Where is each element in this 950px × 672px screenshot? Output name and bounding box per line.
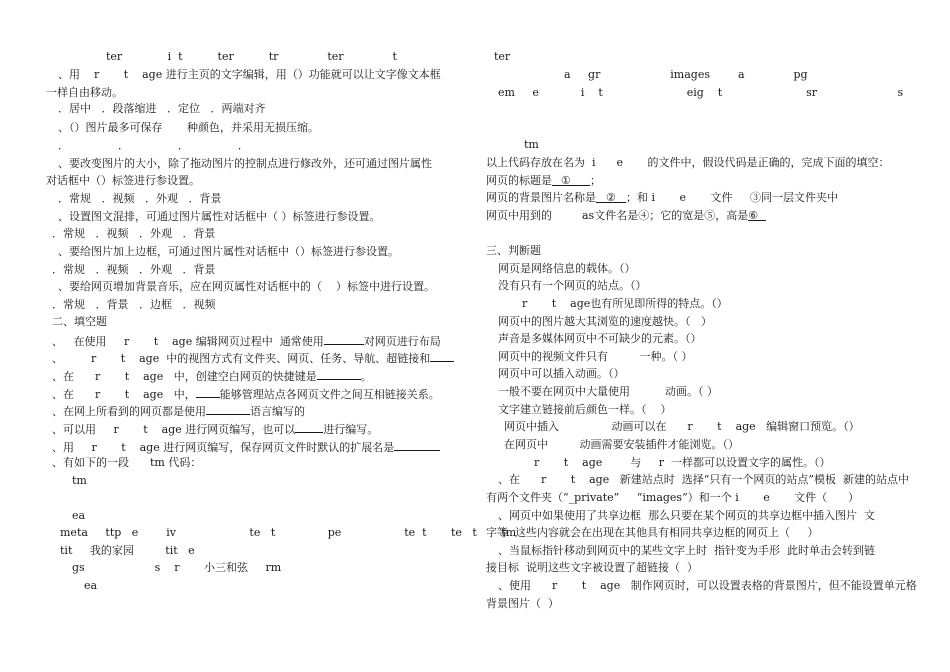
fill-question-5: 、在网上所看到的网页都是使用 语言编写的 xyxy=(52,405,305,418)
judge-5: 声音是多媒体网页中不可缺少的元素。（） xyxy=(498,332,702,345)
blank-title: 网页的标题是 ① ； xyxy=(486,174,601,187)
q7-options: ．居中 ．段落缩进 ．定位 ．两端对齐 xyxy=(58,102,266,115)
q9-options: ．常规 ．视频 ．外观 ．背景 xyxy=(58,192,222,205)
fill-question-1: 、 在使用 r t age 编辑网页过程中 通常使用 对网页进行布局 xyxy=(52,335,441,348)
judge-11: 在网页中 动画需要安装插件才能浏览。（） xyxy=(504,438,739,451)
q10-options: ．常规 ．视频 ．外观 ．背景 xyxy=(52,227,216,240)
code-line-img: a gr images a pg xyxy=(564,68,808,81)
fill-question-6: 、可以用 r t age 进行网页编写，也可以 进行编写。 xyxy=(52,423,379,436)
section-heading-fill: 二、填空题 xyxy=(52,315,107,328)
question-9: 、要改变图片的大小，除了拖动图片的控制点进行修改外，还可通过图片属性 xyxy=(58,157,432,170)
judge-12: r t age 与 r 一样都可以设置文字的属性。（） xyxy=(534,456,831,469)
code-line-title: tit 我的家园 tit e xyxy=(60,544,195,557)
question-11: 、要给图片加上边框，可通过图片属性对话框中（）标签进行参设置。 xyxy=(58,245,399,258)
section-heading-judge: 三、判断题 xyxy=(486,244,541,257)
question-8: 、（）图片最多可保存 种颜色，并采用无损压缩。 xyxy=(58,121,319,134)
judge-16-cont: 背景图片（ ） xyxy=(486,597,559,610)
judge-10: 网页中插入 动画可以在 r t age 编辑窗口预览。（） xyxy=(504,420,860,433)
judge-4: 网页中的图片越大其浏览的速度越快。（ ） xyxy=(498,315,712,328)
question-9-cont: 对话框中（）标签进行参设置。 xyxy=(46,174,200,187)
fill-question-7: 、用 r t age 进行网页编写，保存网页文件时默认的扩展名是 xyxy=(52,439,440,455)
code-line-embed: em e i t eig t sr s xyxy=(498,86,904,99)
q12-options: ．常规 ．背景 ．边框 ．视频 xyxy=(52,298,216,311)
code-line-body: ter xyxy=(494,50,511,63)
judge-3: r t age也有所见即所得的特点。（） xyxy=(522,297,728,310)
blank-image: 网页中用到的 as文件名是④；它的宽是⑤，高是⑥ xyxy=(486,209,766,223)
judge-2: 没有只有一个网页的站点。（） xyxy=(498,279,647,292)
judge-13-cont: 有两个文件夹（“_private” “images”）和一个 i e 文件（ ） xyxy=(486,491,860,504)
code-line-html: tm xyxy=(72,474,87,487)
question-12: 、要给网页增加背景音乐，应在网页属性对话框中的（ ）标签中进行设置。 xyxy=(58,280,435,293)
q8-options: ． ． ． ． xyxy=(58,139,249,152)
judge-15-cont: 接目标 说明这些文字被设置了超链接（ ） xyxy=(486,561,698,574)
blank-background: 网页的背景图片名称是 ② ；和 i e 文件 ③同一层文件夹中 xyxy=(486,191,838,204)
judge-6: 网页中的视频文件只有 一种。（ ） xyxy=(498,350,693,363)
question-7: 、用 r t age 进行主页的文字编辑，用（）功能就可以让文字像文本框 xyxy=(58,68,441,81)
q11-options: ．常规 ．视频 ．外观 ．背景 xyxy=(52,263,216,276)
code-line-html-close: tm xyxy=(524,138,539,151)
code-question-prompt: 以上代码存放在名为 i e 的文件中，假设代码是正确的，完成下面的填空： xyxy=(486,156,890,169)
code-line-head: ea xyxy=(72,509,86,522)
judge-9: 文字建立链接前后颜色一样。（ ） xyxy=(498,403,672,416)
judge-14-cont: 字等 这些内容就会在出现在其他具有相同共享边框的网页上（ ） xyxy=(486,526,819,539)
judge-15: 、当鼠标指针移动到网页中的某些文字上时 指针变为手形 此时单击会转到链 xyxy=(498,544,875,557)
fill-question-2: 、 r t age 中的视图方式有文件夹、网页、任务、导航、超链接和 xyxy=(52,350,454,366)
judge-7: 网页中可以插入动画。（） xyxy=(498,367,625,380)
code-line-head-close: ea xyxy=(84,579,98,592)
code-fragment-line: ter i t ter tr ter t xyxy=(106,50,397,63)
judge-1: 网页是网络信息的载体。（） xyxy=(498,262,636,275)
code-line-meta: meta ttp e iv te t pe te t te t tm xyxy=(60,526,517,539)
fill-question-8: 、有如下的一段 tm 代码： xyxy=(52,456,202,469)
question-10: 、设置图文混排，可通过图片属性对话框中（ ）标签进行参设置。 xyxy=(58,210,381,223)
judge-14: 、网页中如果使用了共享边框 那么只要在某个网页的共享边框中插入图片 文 xyxy=(498,509,875,522)
fill-question-3: 、在 r t age 中，创建空白网页的快捷键是 。 xyxy=(52,370,372,383)
judge-13: 、在 r t age 新建站点时 选择“只有一个网页的站点”模板 新建的站点中 xyxy=(498,473,909,486)
judge-8: 一般不要在网页中大量使用 动画。（ ） xyxy=(498,385,718,398)
question-7-cont: 一样自由移动。 xyxy=(46,86,123,99)
fill-question-4: 、在 r t age 中， 能够管理站点各网页文件之间互相链接关系。 xyxy=(52,388,440,401)
code-line-bgsound: gs s r 小三和弦 rm xyxy=(72,561,282,574)
judge-16: 、使用 r t age 制作网页时，可以设置表格的背景图片，但不能设置单元格 xyxy=(498,579,917,592)
